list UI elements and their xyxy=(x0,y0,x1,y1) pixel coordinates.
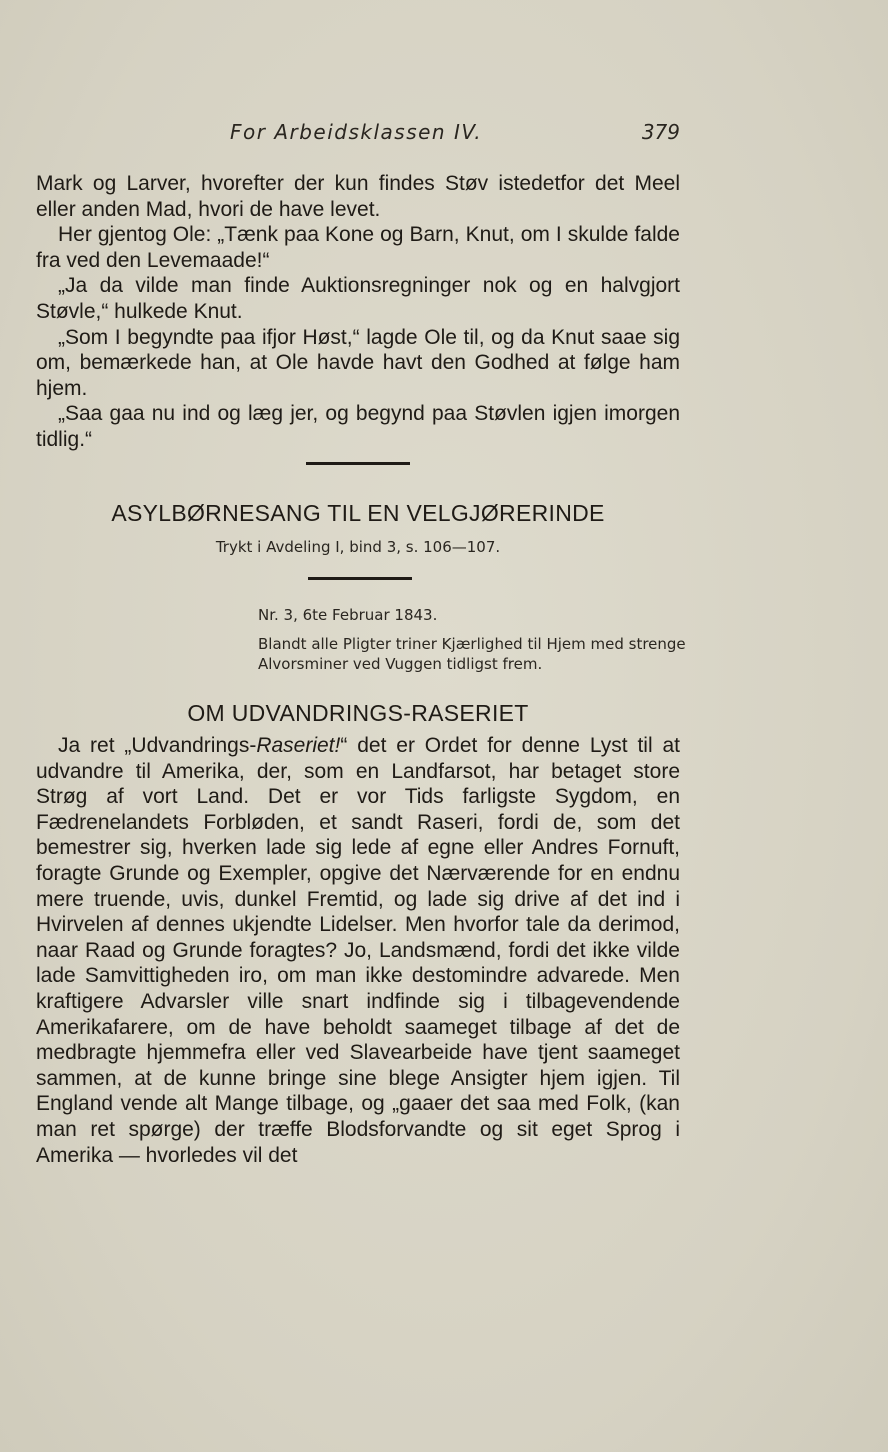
article-text xyxy=(36,733,680,1168)
article-title: OM UDVANDRINGS-RASERIET xyxy=(187,700,529,726)
epigraph: Blandt alle Pligter triner Kjærlighed til Hjem med strenge Alvorsminer ved Vuggen tidligst frem. xyxy=(258,635,686,673)
paragraph-lead: Ja ret „Udvandrings- xyxy=(58,734,257,757)
section-title: ASYLBØRNESANG TIL EN VELGJØRERINDE xyxy=(111,500,605,526)
paragraph: „Saa gaa nu ind og læg jer, og begynd paa Støvlen igjen imorgen tidlig.“ xyxy=(36,402,680,451)
running-head: For Arbeidsklassen IV. xyxy=(230,120,483,144)
paragraph: Her gjentog Ole: „Tænk paa Kone og Barn, Knut, om I skulde falde fra ved den Levemaade!“ xyxy=(36,223,680,272)
emphasis-text: Raseriet! xyxy=(256,734,341,757)
section-divider xyxy=(306,462,410,465)
section-divider xyxy=(308,577,412,580)
issue-reference: Nr. 3, 6te Februar 1843. xyxy=(258,606,438,624)
continued-story-text xyxy=(36,171,680,453)
paragraph-rest: “ det er Ordet for denne Lyst til at udvandre til Amerika, der, som en Landfarsot, har betaget store Strøg af vort Land. Det er vor Tids farligste Sygdom, en Fædrenelandets Forbløden, et sandt Raseri, fordi de, som det bemestrer sig, hverken lade sig lede af egne eller Andres Fornuft, foragte Grunde og Exempler, opgive det Nærværende for en endnu mere truende, uvis, dunkel Fremtid, og lade sig drive af det ind i Hvirvelen af dennes ukjendte Lidelser. Men hvorfor tale da derimod, naar Raad og Grunde foragtes? Jo, Landsmænd, fordi det ikke vilde lade Samvittigheden iro, om man ikke destomindre advarede. Men kraftigere Advarsler ville snart indfinde sig i tilbagevendende Amerikafarere, om de have beholdt saameget tilbage af det de medbragte hjemmefra eller ved Slavearbeide have tjent saameget sammen, at de kunne bringe sine blege Ansigter hjem igjen. Til England vende alt Mange tilbage, og „gaaer det saa med Folk, (kan man ret spørge) der træffe Blodsforvandte og sit eget Sprog i Amerika — hvorledes vil det xyxy=(36,734,680,1167)
paragraph: „Som I begyndte paa ifjor Høst,“ lagde Ole til, og da Knut saae sig om, bemærkede han, at Ole havde havt den Godhed at følge ham hjem. xyxy=(36,325,680,400)
page-number: 379 xyxy=(641,120,680,144)
section-subtitle: Trykt i Avdeling I, bind 3, s. 106—107. xyxy=(215,538,501,556)
paragraph xyxy=(36,733,680,1168)
paragraph: „Ja da vilde man finde Auktionsregninger nok og en halvgjort Støvle,“ hulkede Knut. xyxy=(36,274,680,323)
paragraph: Mark og Larver, hvorefter der kun findes Støv istedetfor det Meel eller anden Mad, hvori de have levet. xyxy=(36,172,680,221)
page-header xyxy=(36,120,680,150)
